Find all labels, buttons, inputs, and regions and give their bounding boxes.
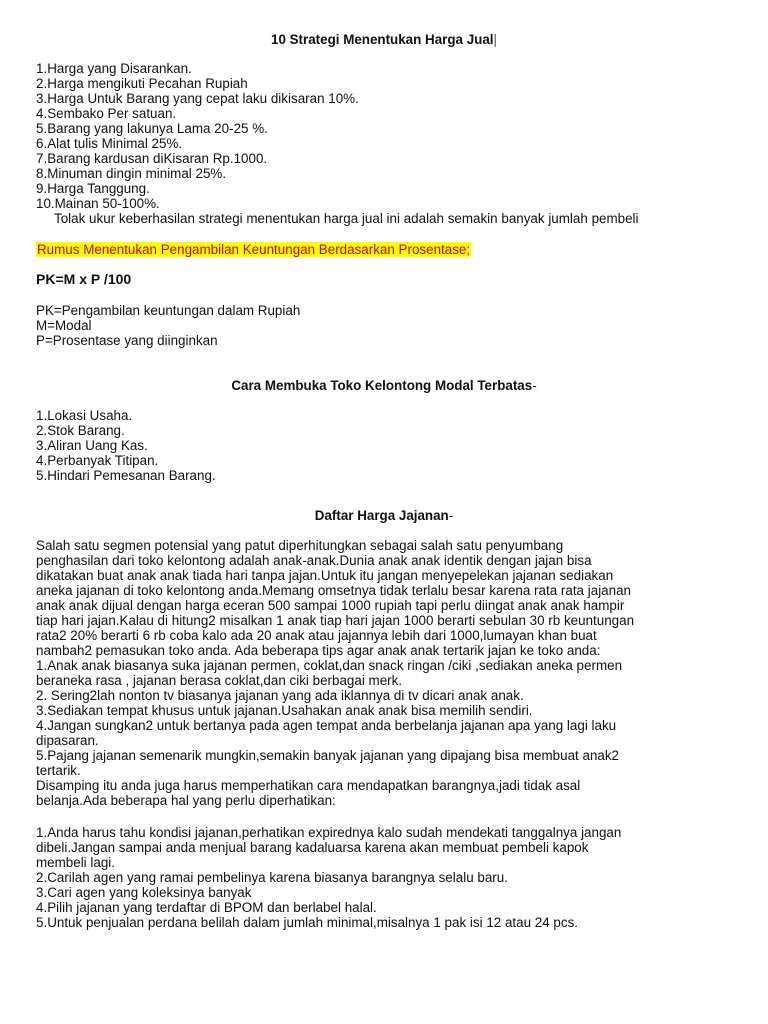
strategy-item: 1.Harga yang Disarankan. xyxy=(36,61,192,76)
strategy-note: Tolak ukur keberhasilan strategi menentukan harga jual ini adalah semakin banyak jumlah pembeli xyxy=(54,211,639,226)
jajanan-paragraph-line: aneka jajanan di toko kelontong anda.Memang omsetnya tidak terlalu besar karena rata rata jajanan xyxy=(36,583,632,598)
section-title-jajanan-text: Daftar Harga Jajanan xyxy=(314,508,449,523)
toko-item: 3.Aliran Uang Kas. xyxy=(36,438,148,453)
jajanan-paragraph-line: Salah satu segmen potensial yang patut diperhitungkan sebagai salah satu penyumbang xyxy=(36,538,564,553)
strategy-item: 8.Minuman dingin minimal 25%. xyxy=(36,166,227,181)
strategy-item: 7.Barang kardusan diKisaran Rp.1000. xyxy=(36,151,268,166)
toko-item: 4.Perbanyak Titipan. xyxy=(36,453,159,468)
jajanan-paragraph-line: dipasaran. xyxy=(36,733,99,748)
strategy-item: 9.Harga Tanggung. xyxy=(36,181,150,196)
jajanan-tip-line: 4.Pilih jajanan yang terdaftar di BPOM dan berlabel halal. xyxy=(36,900,377,915)
formula-heading: Rumus Menentukan Pengambilan Keuntungan Berdasarkan Prosentase; xyxy=(37,242,471,257)
formula-definition: PK=Pengambilan keuntungan dalam Rupiah xyxy=(36,303,301,318)
formula-heading-line xyxy=(36,242,471,257)
section-title-jajanan-dash: - xyxy=(448,508,454,523)
jajanan-paragraph-line: Disamping itu anda juga harus memperhatikan cara mendapatkan barangnya,jadi tidak asal xyxy=(36,778,581,793)
jajanan-tip-line: 5.Untuk penjualan perdana belilah dalam jumlah minimal,misalnya 1 pak isi 12 atau 24 pcs. xyxy=(36,915,579,930)
text-cursor: | xyxy=(493,32,497,47)
jajanan-paragraph-line: beraneka rasa , jajanan berasa coklat,dan ciki berbagai merk. xyxy=(36,673,403,688)
jajanan-paragraph-line: 3.Sediakan tempat khusus untuk jajanan.Usahakan anak anak bisa memilih sendiri. xyxy=(36,703,533,718)
jajanan-paragraph-line: 1.Anak anak biasanya suka jajanan permen, coklat,dan snack ringan /ciki ,sediakan aneka permen xyxy=(36,658,623,673)
toko-item: 2.Stok Barang. xyxy=(36,423,125,438)
strategy-item: 4.Sembako Per satuan. xyxy=(36,106,177,121)
jajanan-paragraph-line: belanja.Ada beberapa hal yang perlu diperhatikan: xyxy=(36,793,336,808)
strategy-item: 6.Alat tulis Minimal 25%. xyxy=(36,136,183,151)
jajanan-tip-line: 2.Carilah agen yang ramai pembelinya karena biasanya barangnya selalu baru. xyxy=(36,870,508,885)
document-title-text: 10 Strategi Menentukan Harga Jual xyxy=(271,32,494,47)
formula-definition: P=Prosentase yang diinginkan xyxy=(36,333,218,348)
jajanan-tip-line: 1.Anda harus tahu kondisi jajanan,perhatikan expirednya kalo sudah mendekati tanggalnya jangan xyxy=(36,825,622,840)
jajanan-paragraph-line: 5.Pajang jajanan semenarik mungkin,semakin banyak jajanan yang dipajang bisa membuat anak2 xyxy=(36,748,620,763)
jajanan-paragraph-line: rata2 20% berarti 6 rb coba kalo ada 20 anak atau jajannya lebih dari 1000,lumayan khan buat xyxy=(36,628,597,643)
jajanan-paragraph-line: nambah2 pemasukan toko anda. Ada beberapa tips agar anak anak tertarik jajan ke toko anda: xyxy=(36,643,601,658)
strategy-item: 2.Harga mengikuti Pecahan Rupiah xyxy=(36,76,248,91)
formula-definition: M=Modal xyxy=(36,318,92,333)
document-title xyxy=(0,32,768,47)
jajanan-paragraph-line: dikatakan buat anak anak tiada hari tanpa jajan.Untuk itu jangan menyepelekan jajanan sediakan xyxy=(36,568,614,583)
jajanan-paragraph-line: 4.Jangan sungkan2 untuk bertanya pada agen tempat anda berbelanja jajanan apa yang lagi laku xyxy=(36,718,617,733)
jajanan-paragraph-line: 2. Sering2lah nonton tv biasanya jajanan yang ada iklannya di tv dicari anak anak. xyxy=(36,688,524,703)
strategy-item: 3.Harga Untuk Barang yang cepat laku dikisaran 10%. xyxy=(36,91,359,106)
section-title-toko xyxy=(0,378,768,393)
section-title-toko-dash: - xyxy=(532,378,537,393)
jajanan-paragraph-line: tertarik. xyxy=(36,763,81,778)
jajanan-paragraph-line: anak anak dijual dengan harga eceran 500 sampai 1000 rupiah tapi perlu diingat anak anak hampir xyxy=(36,598,625,613)
section-title-jajanan xyxy=(0,508,768,523)
jajanan-tip-line: membeli lagi. xyxy=(36,855,116,870)
toko-item: 1.Lokasi Usaha. xyxy=(36,408,133,423)
section-title-toko-text: Cara Membuka Toko Kelontong Modal Terbatas xyxy=(231,378,533,393)
jajanan-tip-line: dibeli.Jangan sampai anda menjual barang kadaluarsa karena akan membuat pembeli kapok xyxy=(36,840,589,855)
jajanan-paragraph-line: penghasilan dari toko kelontong adalah anak-anak.Dunia anak anak identik dengan jajan bisa xyxy=(36,553,592,568)
toko-item: 5.Hindari Pemesanan Barang. xyxy=(36,468,216,483)
strategy-item: 10.Mainan 50-100%. xyxy=(36,196,160,211)
strategy-item: 5.Barang yang lakunya Lama 20-25 %. xyxy=(36,121,268,136)
formula: PK=M x P /100 xyxy=(36,271,132,287)
jajanan-tip-line: 3.Cari agen yang koleksinya banyak xyxy=(36,885,252,900)
jajanan-paragraph-line: tiap hari jajan.Kalau di hitung2 misalkan 1 anak tiap hari jajan 1000 berarti sebulan 30 rb keuntungan xyxy=(36,613,635,628)
